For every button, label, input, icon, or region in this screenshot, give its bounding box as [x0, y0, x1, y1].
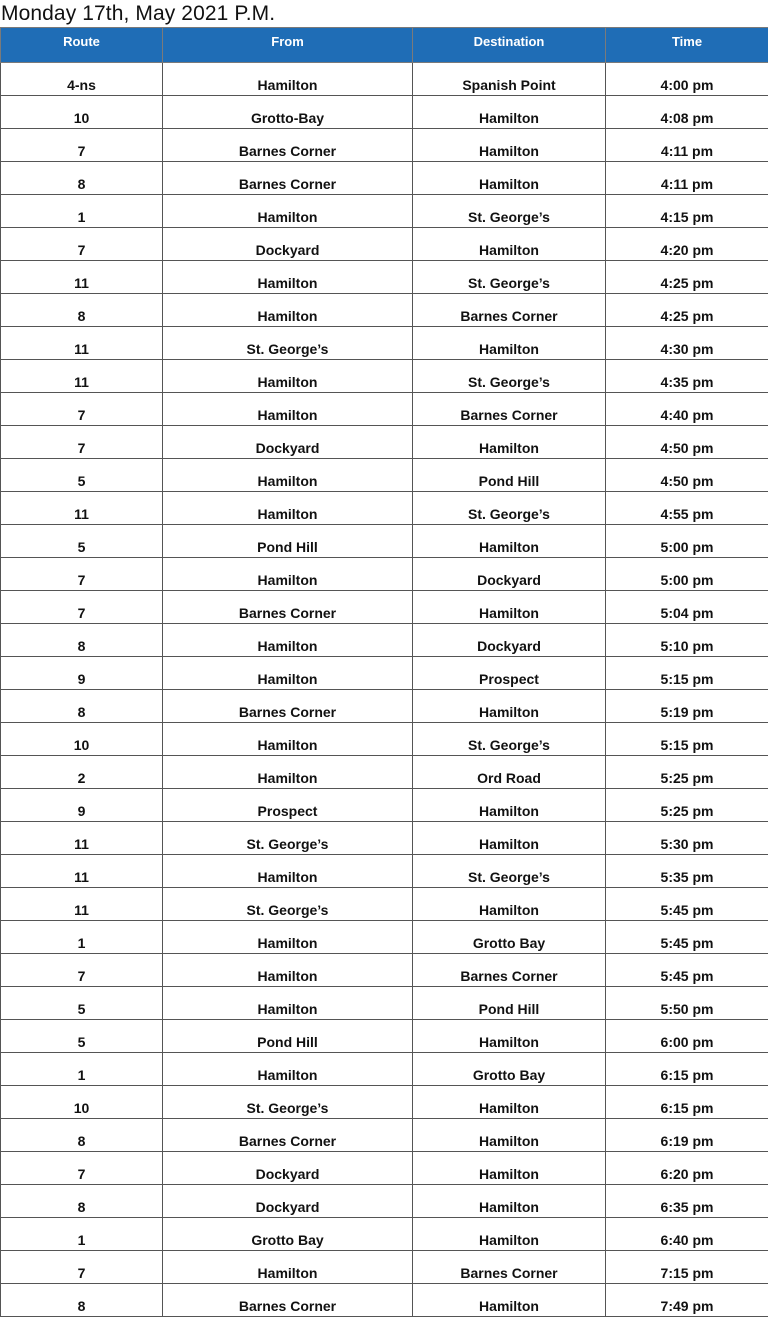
cell-route: 8 [1, 1119, 163, 1152]
cell-time: 5:10 pm [606, 624, 768, 657]
cell-from: Pond Hill [163, 525, 413, 558]
cell-time: 7:15 pm [606, 1251, 768, 1284]
cell-from: Hamilton [163, 63, 413, 96]
cell-time: 6:20 pm [606, 1152, 768, 1185]
table-row [1, 63, 768, 96]
table-row [1, 591, 768, 624]
cell-route: 7 [1, 426, 163, 459]
cell-time: 5:45 pm [606, 954, 768, 987]
table-row [1, 1152, 768, 1185]
header-row [1, 28, 768, 63]
cell-route: 11 [1, 855, 163, 888]
cell-from: Hamilton [163, 723, 413, 756]
cell-time: 6:15 pm [606, 1086, 768, 1119]
cell-from: Barnes Corner [163, 1119, 413, 1152]
cell-route: 7 [1, 1152, 163, 1185]
table-row [1, 261, 768, 294]
cell-route: 4-ns [1, 63, 163, 96]
cell-time: 5:35 pm [606, 855, 768, 888]
cell-from: St. George’s [163, 888, 413, 921]
column-header-route: Route [1, 28, 163, 63]
table-row [1, 987, 768, 1020]
page-title: Monday 17th, May 2021 P.M. [1, 2, 276, 25]
cell-route: 10 [1, 1086, 163, 1119]
cell-from: Grotto Bay [163, 1218, 413, 1251]
cell-route: 11 [1, 261, 163, 294]
cell-from: Hamilton [163, 987, 413, 1020]
cell-destination: Hamilton [413, 228, 606, 261]
cell-destination: Barnes Corner [413, 294, 606, 327]
cell-time: 6:35 pm [606, 1185, 768, 1218]
cell-time: 4:40 pm [606, 393, 768, 426]
cell-from: Dockyard [163, 228, 413, 261]
cell-from: Hamilton [163, 261, 413, 294]
cell-destination: Hamilton [413, 1119, 606, 1152]
cell-time: 4:11 pm [606, 162, 768, 195]
table-row [1, 921, 768, 954]
table-row [1, 195, 768, 228]
cell-time: 4:35 pm [606, 360, 768, 393]
cell-destination: Hamilton [413, 162, 606, 195]
cell-from: St. George’s [163, 1086, 413, 1119]
cell-time: 5:00 pm [606, 525, 768, 558]
table-row [1, 1086, 768, 1119]
table-row [1, 360, 768, 393]
cell-route: 7 [1, 558, 163, 591]
bus-schedule-table [0, 27, 768, 1317]
cell-destination: Spanish Point [413, 63, 606, 96]
cell-time: 6:40 pm [606, 1218, 768, 1251]
cell-from: St. George’s [163, 327, 413, 360]
cell-from: Hamilton [163, 1251, 413, 1284]
table-row [1, 888, 768, 921]
table-row [1, 855, 768, 888]
cell-route: 5 [1, 987, 163, 1020]
cell-destination: Hamilton [413, 129, 606, 162]
cell-from: Hamilton [163, 360, 413, 393]
cell-time: 4:11 pm [606, 129, 768, 162]
cell-time: 4:00 pm [606, 63, 768, 96]
cell-route: 5 [1, 1020, 163, 1053]
cell-route: 7 [1, 129, 163, 162]
table-row [1, 1251, 768, 1284]
cell-route: 7 [1, 228, 163, 261]
table-row [1, 492, 768, 525]
cell-route: 10 [1, 96, 163, 129]
cell-route: 1 [1, 921, 163, 954]
cell-route: 9 [1, 789, 163, 822]
cell-time: 5:25 pm [606, 756, 768, 789]
cell-destination: Hamilton [413, 1086, 606, 1119]
cell-destination: Dockyard [413, 624, 606, 657]
cell-destination: Hamilton [413, 1152, 606, 1185]
cell-route: 1 [1, 1218, 163, 1251]
cell-destination: Hamilton [413, 591, 606, 624]
cell-route: 7 [1, 954, 163, 987]
cell-destination: Dockyard [413, 558, 606, 591]
cell-route: 8 [1, 294, 163, 327]
table-row [1, 129, 768, 162]
cell-destination: Pond Hill [413, 459, 606, 492]
column-header-time: Time [606, 28, 768, 63]
cell-route: 1 [1, 195, 163, 228]
cell-route: 7 [1, 591, 163, 624]
cell-time: 5:50 pm [606, 987, 768, 1020]
cell-route: 8 [1, 1185, 163, 1218]
table-row [1, 690, 768, 723]
table-row [1, 1053, 768, 1086]
cell-destination: St. George’s [413, 261, 606, 294]
cell-from: Dockyard [163, 1185, 413, 1218]
table-row [1, 558, 768, 591]
cell-time: 4:30 pm [606, 327, 768, 360]
table-row [1, 723, 768, 756]
cell-destination: Hamilton [413, 1284, 606, 1317]
table-row [1, 525, 768, 558]
table-row [1, 459, 768, 492]
cell-from: Hamilton [163, 756, 413, 789]
cell-destination: Pond Hill [413, 987, 606, 1020]
cell-time: 5:15 pm [606, 657, 768, 690]
cell-destination: Hamilton [413, 327, 606, 360]
cell-from: Dockyard [163, 426, 413, 459]
table-row [1, 327, 768, 360]
cell-route: 11 [1, 360, 163, 393]
cell-from: Pond Hill [163, 1020, 413, 1053]
cell-from: Hamilton [163, 657, 413, 690]
table-row [1, 1185, 768, 1218]
cell-time: 6:15 pm [606, 1053, 768, 1086]
cell-destination: St. George’s [413, 195, 606, 228]
table-row [1, 1218, 768, 1251]
cell-destination: Grotto Bay [413, 921, 606, 954]
cell-route: 11 [1, 888, 163, 921]
cell-route: 5 [1, 525, 163, 558]
cell-destination: Hamilton [413, 1020, 606, 1053]
cell-destination: Grotto Bay [413, 1053, 606, 1086]
cell-route: 11 [1, 492, 163, 525]
cell-time: 4:08 pm [606, 96, 768, 129]
cell-from: Barnes Corner [163, 690, 413, 723]
cell-from: St. George’s [163, 822, 413, 855]
table-row [1, 954, 768, 987]
cell-time: 5:19 pm [606, 690, 768, 723]
cell-time: 5:00 pm [606, 558, 768, 591]
cell-time: 5:30 pm [606, 822, 768, 855]
cell-from: Grotto-Bay [163, 96, 413, 129]
cell-destination: Ord Road [413, 756, 606, 789]
cell-from: Barnes Corner [163, 1284, 413, 1317]
cell-from: Hamilton [163, 492, 413, 525]
table-row [1, 1119, 768, 1152]
cell-from: Barnes Corner [163, 591, 413, 624]
cell-time: 6:00 pm [606, 1020, 768, 1053]
table-row [1, 624, 768, 657]
cell-destination: Barnes Corner [413, 1251, 606, 1284]
cell-route: 7 [1, 393, 163, 426]
table-header [1, 28, 768, 63]
cell-destination: Hamilton [413, 1185, 606, 1218]
cell-time: 7:49 pm [606, 1284, 768, 1317]
cell-time: 4:25 pm [606, 261, 768, 294]
cell-time: 5:15 pm [606, 723, 768, 756]
cell-route: 8 [1, 690, 163, 723]
table-row [1, 1284, 768, 1317]
cell-time: 4:55 pm [606, 492, 768, 525]
cell-from: Hamilton [163, 459, 413, 492]
cell-route: 7 [1, 1251, 163, 1284]
cell-from: Hamilton [163, 195, 413, 228]
table-row [1, 1020, 768, 1053]
table-row [1, 228, 768, 261]
table-row [1, 426, 768, 459]
cell-from: Hamilton [163, 921, 413, 954]
cell-destination: Hamilton [413, 822, 606, 855]
cell-destination: Barnes Corner [413, 393, 606, 426]
cell-from: Barnes Corner [163, 129, 413, 162]
column-header-destination: Destination [413, 28, 606, 63]
cell-destination: Hamilton [413, 888, 606, 921]
table-row [1, 162, 768, 195]
cell-from: Dockyard [163, 1152, 413, 1185]
cell-route: 10 [1, 723, 163, 756]
table-row [1, 822, 768, 855]
table-row [1, 756, 768, 789]
cell-destination: Hamilton [413, 789, 606, 822]
cell-from: Barnes Corner [163, 162, 413, 195]
cell-route: 9 [1, 657, 163, 690]
cell-time: 6:19 pm [606, 1119, 768, 1152]
cell-time: 4:20 pm [606, 228, 768, 261]
table-row [1, 294, 768, 327]
cell-from: Prospect [163, 789, 413, 822]
cell-time: 5:25 pm [606, 789, 768, 822]
cell-route: 8 [1, 624, 163, 657]
cell-destination: Hamilton [413, 96, 606, 129]
cell-from: Hamilton [163, 393, 413, 426]
cell-destination: St. George’s [413, 723, 606, 756]
cell-from: Hamilton [163, 558, 413, 591]
cell-destination: St. George’s [413, 855, 606, 888]
cell-destination: Hamilton [413, 525, 606, 558]
cell-time: 4:15 pm [606, 195, 768, 228]
table-row [1, 657, 768, 690]
cell-from: Hamilton [163, 624, 413, 657]
table-row [1, 96, 768, 129]
cell-destination: St. George’s [413, 492, 606, 525]
table-row [1, 393, 768, 426]
table-row [1, 789, 768, 822]
cell-destination: Hamilton [413, 1218, 606, 1251]
cell-route: 1 [1, 1053, 163, 1086]
column-header-from: From [163, 28, 413, 63]
cell-from: Hamilton [163, 954, 413, 987]
table-body [1, 63, 768, 1317]
cell-route: 8 [1, 162, 163, 195]
cell-destination: Hamilton [413, 690, 606, 723]
cell-time: 5:04 pm [606, 591, 768, 624]
cell-from: Hamilton [163, 1053, 413, 1086]
cell-from: Hamilton [163, 294, 413, 327]
cell-time: 5:45 pm [606, 921, 768, 954]
cell-destination: Prospect [413, 657, 606, 690]
cell-route: 2 [1, 756, 163, 789]
cell-destination: Hamilton [413, 426, 606, 459]
cell-route: 5 [1, 459, 163, 492]
cell-route: 8 [1, 1284, 163, 1317]
cell-time: 4:25 pm [606, 294, 768, 327]
cell-time: 5:45 pm [606, 888, 768, 921]
cell-time: 4:50 pm [606, 426, 768, 459]
cell-destination: Barnes Corner [413, 954, 606, 987]
cell-from: Hamilton [163, 855, 413, 888]
cell-time: 4:50 pm [606, 459, 768, 492]
cell-destination: St. George’s [413, 360, 606, 393]
cell-route: 11 [1, 822, 163, 855]
cell-route: 11 [1, 327, 163, 360]
